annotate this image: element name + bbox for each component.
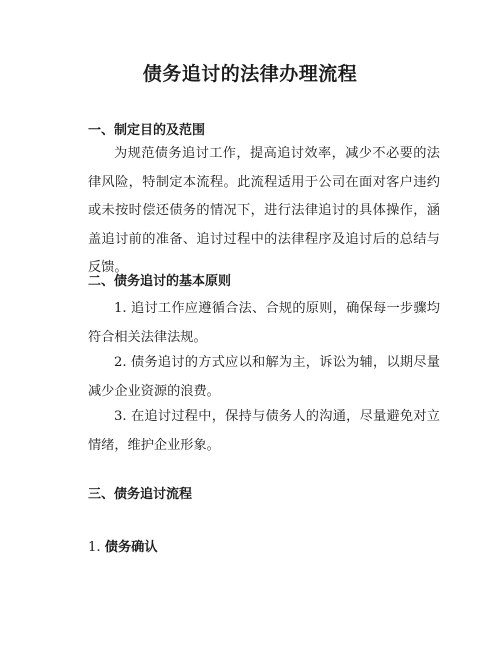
subsection-number: 1. [88,540,105,555]
paragraph-principle-2: 2. 债务追讨的方式应以和解为主，诉讼为辅，以期尽量减少企业资源的浪费。 [88,355,440,399]
paragraph-principle-3: 3. 在追讨过程中，保持与债务人的沟通，尽量避免对立情绪，维护企业形象。 [88,409,440,453]
paragraph-purpose: 为规范债务追讨工作，提高追讨效率，减少不必要的法律风险，特制定本流程。此流程适用于公司在面对客户违约或未按时偿还债务的情况下，进行法律追讨的具体操作，涵盖追讨前的准备、追讨过程中的法律程序及追讨后的总结与反馈。 [88,146,440,275]
document-title: 债务追讨的法律办理流程 [142,63,358,85]
subsection-debt-confirmation [88,538,388,558]
section-heading-principles: 二、债务追讨的基本原则 [88,274,232,289]
paragraph-principle-1: 1. 追讨工作应遵循合法、合规的原则，确保每一步骤均符合相关法律法规。 [88,301,440,345]
subsection-title: 债务确认 [104,540,158,555]
section-heading-process: 三、债务追讨流程 [88,487,193,502]
section-heading-purpose: 一、制定目的及范围 [88,123,206,138]
